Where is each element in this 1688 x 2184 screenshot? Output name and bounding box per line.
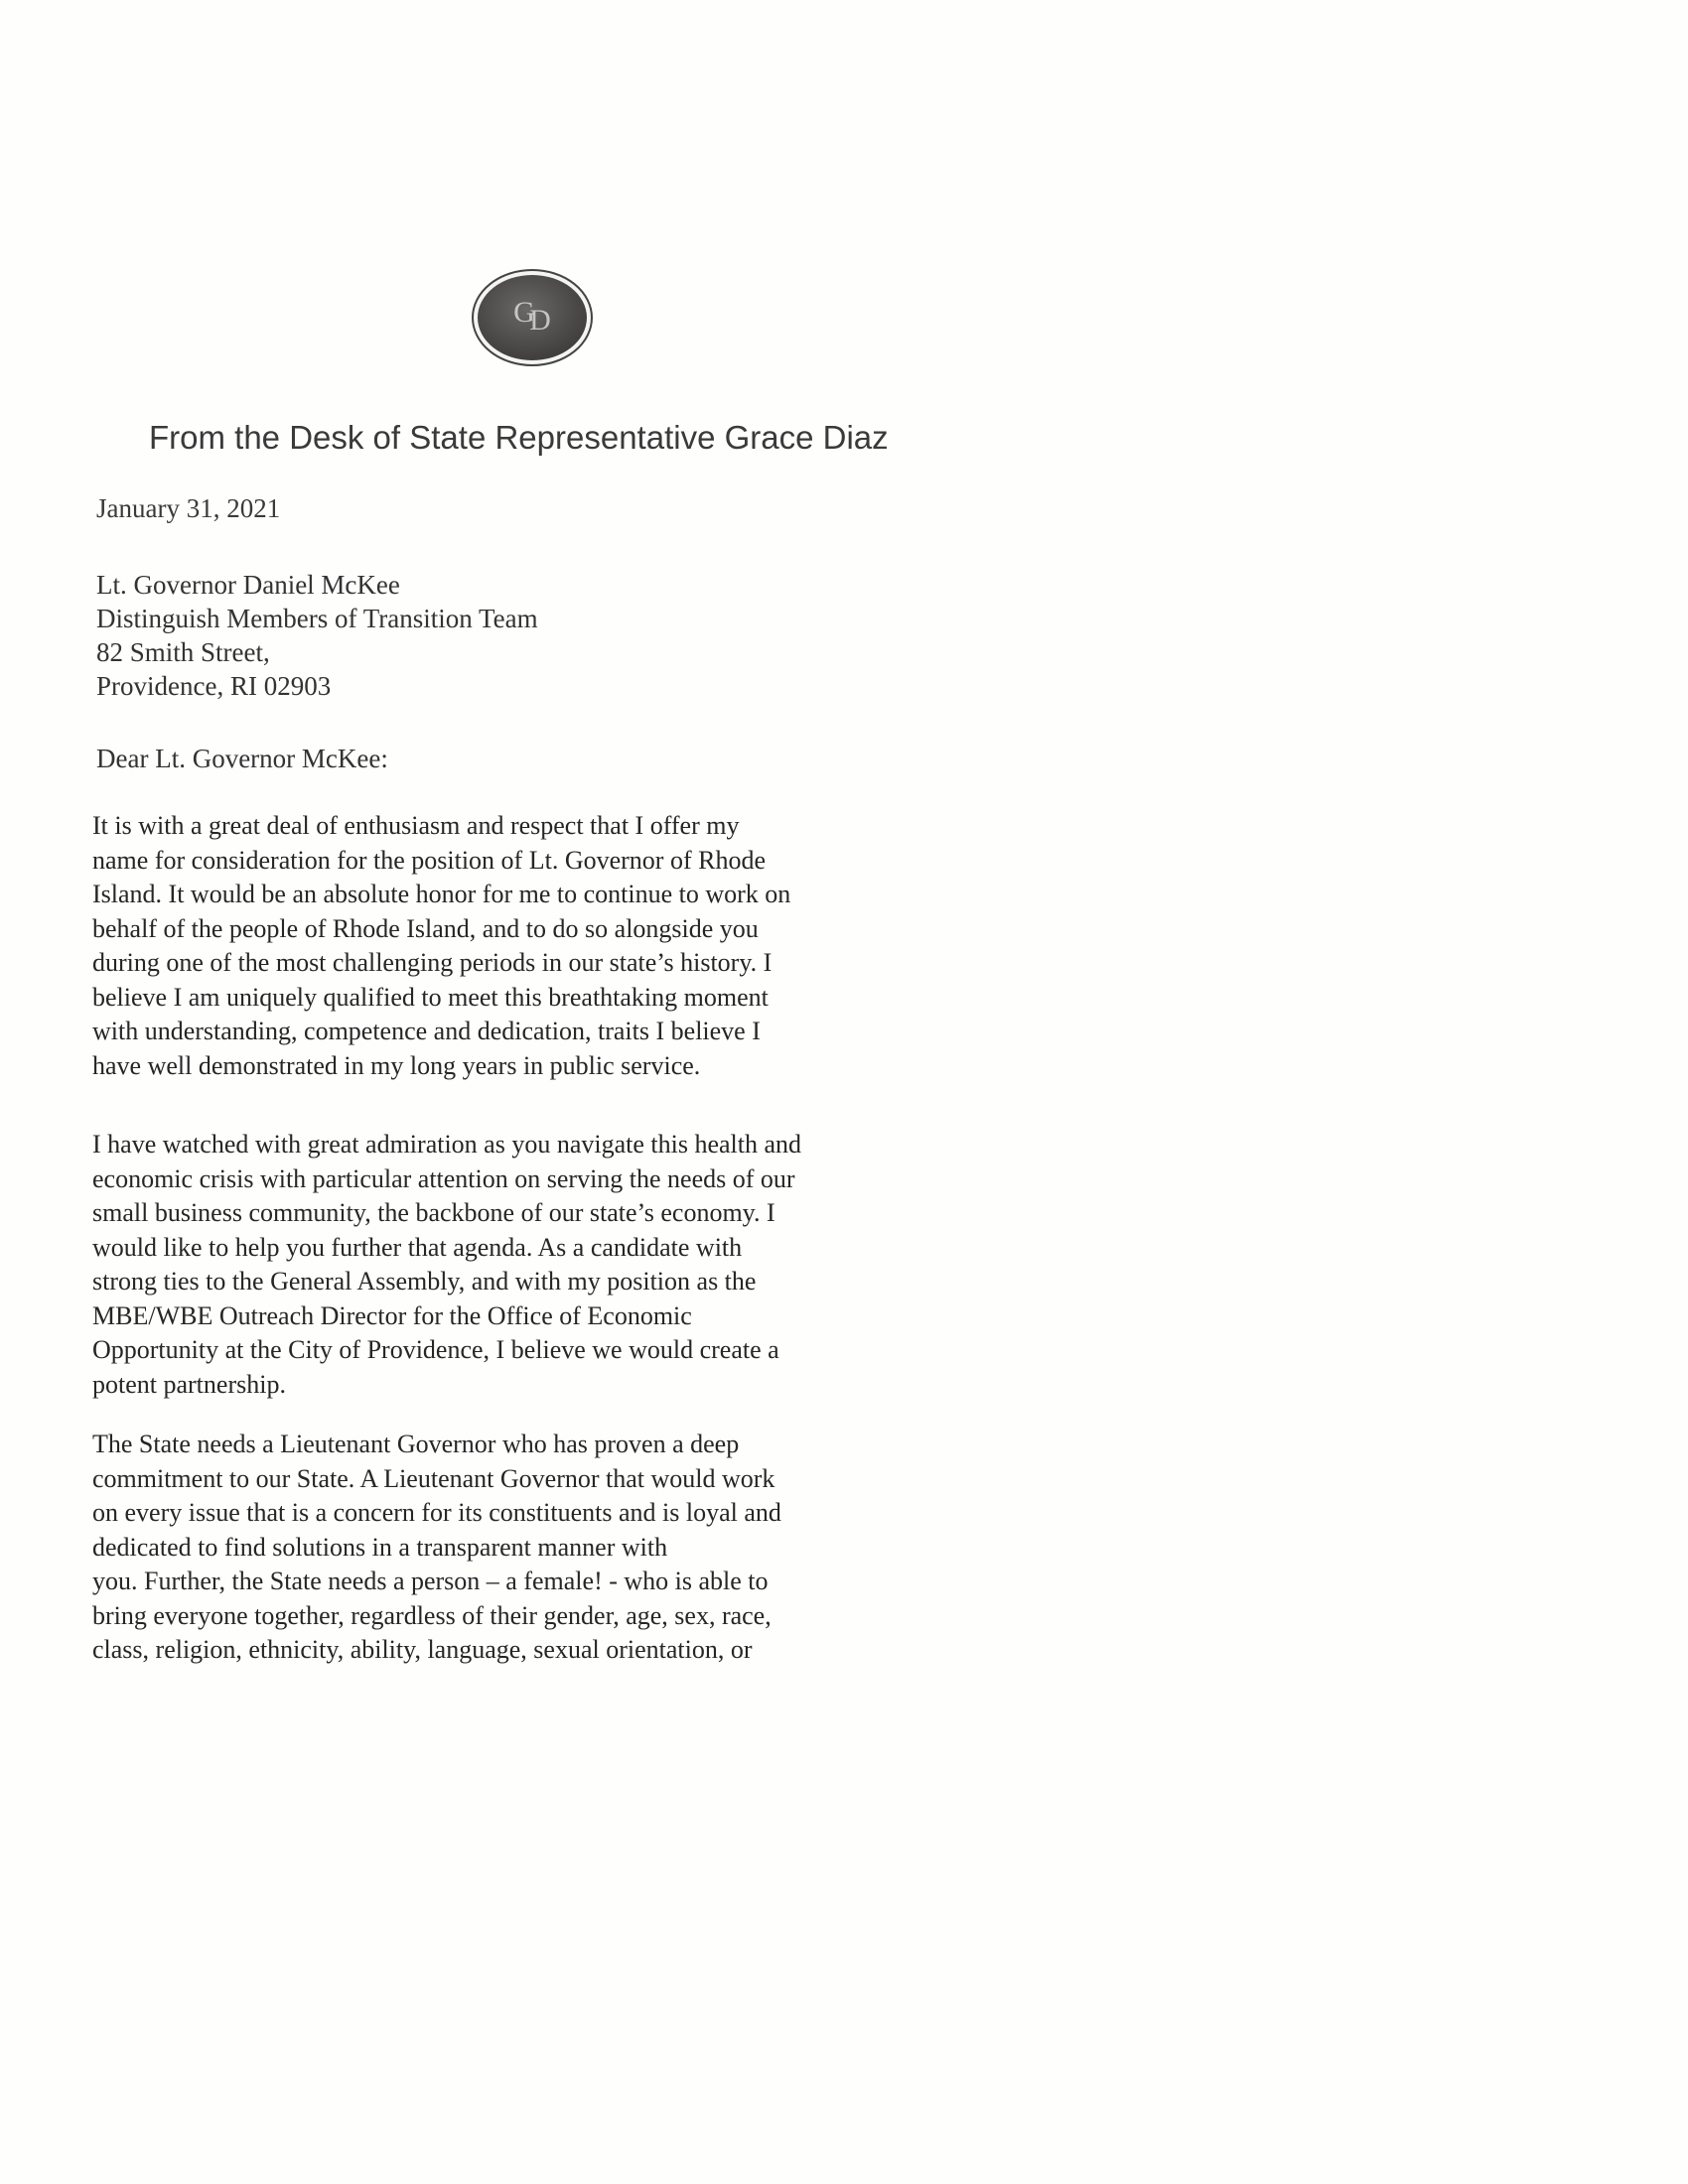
address-line: Providence, RI 02903 bbox=[96, 671, 332, 701]
paragraph-line: on every issue that is a concern for its constituents and is loyal and bbox=[92, 1498, 781, 1527]
paragraph-line: strong ties to the General Assembly, and with my position as the bbox=[92, 1267, 757, 1296]
address-line: 82 Smith Street, bbox=[96, 637, 270, 667]
paragraph-line: you. Further, the State needs a person – a female! - who is able to bbox=[92, 1567, 769, 1595]
paragraph-line: name for consideration for the position of Lt. Governor of Rhode bbox=[92, 845, 766, 875]
paragraph-line: would like to help you further that agenda. As a candidate with bbox=[92, 1232, 743, 1262]
paragraph-line: economic crisis with particular attention on serving the needs of our bbox=[92, 1163, 795, 1193]
salutation: Dear Lt. Governor McKee: bbox=[96, 744, 388, 773]
letter-date: January 31, 2021 bbox=[96, 493, 281, 523]
paragraph-line: potent partnership. bbox=[92, 1369, 286, 1399]
paragraph-line: small business community, the backbone of our state’s economy. I bbox=[92, 1198, 775, 1227]
svg-text:D: D bbox=[529, 304, 551, 337]
paragraph-line: believe I am uniquely qualified to meet this breathtaking moment bbox=[92, 982, 769, 1012]
paragraph-line: during one of the most challenging periods in our state’s history. I bbox=[92, 948, 773, 977]
body-paragraph-1 bbox=[92, 809, 986, 1083]
paragraph-line: commitment to our State. A Lieutenant Governor that would work bbox=[92, 1463, 775, 1493]
paragraph-line: It is with a great deal of enthusiasm and respect that I offer my bbox=[92, 811, 740, 840]
paragraph-line: MBE/WBE Outreach Director for the Office of Economic bbox=[92, 1300, 692, 1330]
address-line: Distinguish Members of Transition Team bbox=[96, 604, 538, 633]
svg-text:G: G bbox=[513, 296, 535, 329]
gd-monogram-logo bbox=[471, 268, 594, 367]
paragraph-line: with understanding, competence and dedication, traits I believe I bbox=[92, 1017, 761, 1045]
paragraph-line: bring everyone together, regardless of their gender, age, sex, race, bbox=[92, 1600, 772, 1630]
letterhead-title: From the Desk of State Representative Grace Diaz bbox=[149, 419, 889, 456]
paragraph-line: dedicated to find solutions in a transparent manner with bbox=[92, 1532, 668, 1562]
paragraph-line: I have watched with great admiration as you navigate this health and bbox=[92, 1130, 802, 1159]
recipient-address bbox=[96, 568, 538, 703]
body-paragraph-3 bbox=[92, 1428, 986, 1668]
paragraph-line: The State needs a Lieutenant Governor who has proven a deep bbox=[92, 1430, 740, 1458]
paragraph-line: have well demonstrated in my long years in public service. bbox=[92, 1050, 701, 1080]
paragraph-line: behalf of the people of Rhode Island, and to do so alongside you bbox=[92, 913, 759, 943]
paragraph-line: Opportunity at the City of Providence, I believe we would create a bbox=[92, 1335, 779, 1364]
paragraph-line: Island. It would be an absolute honor for me to continue to work on bbox=[92, 880, 791, 908]
address-line: Lt. Governor Daniel McKee bbox=[96, 570, 400, 600]
paragraph-line: class, religion, ethnicity, ability, language, sexual orientation, or bbox=[92, 1635, 753, 1664]
body-paragraph-2 bbox=[92, 1128, 986, 1402]
